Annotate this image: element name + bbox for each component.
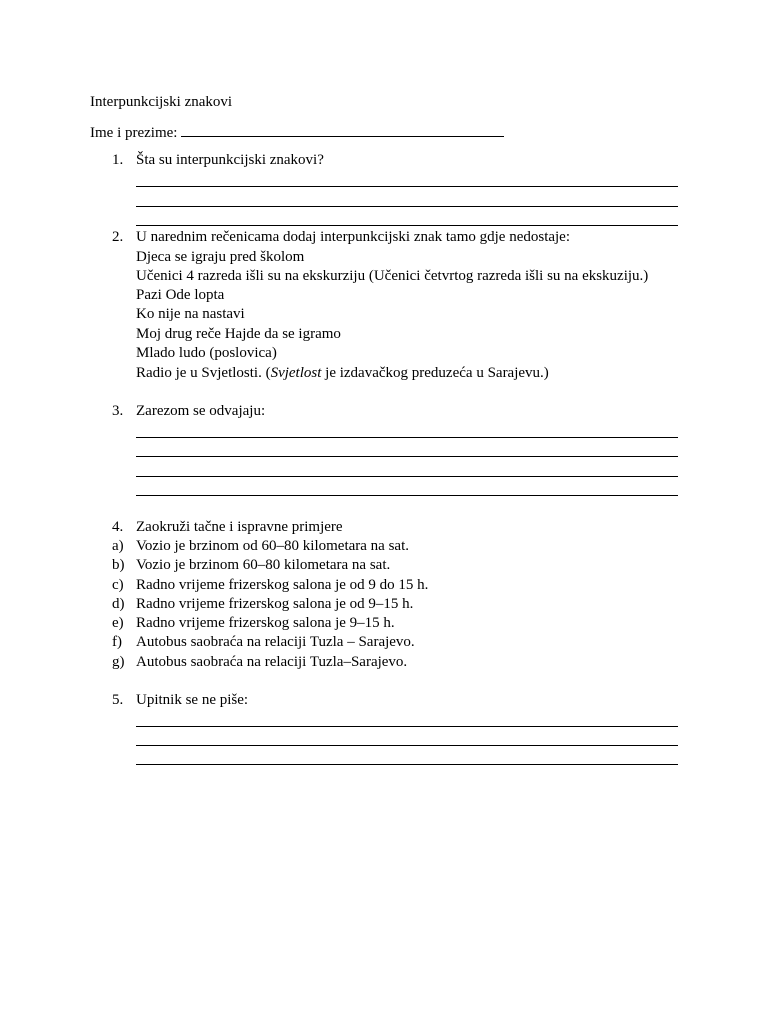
q4-option-text[interactable]: Autobus saobraća na relaciji Tuzla–Sarajevo. xyxy=(136,654,408,670)
q4-option-letter: g) xyxy=(112,654,125,670)
q3-text: Zarezom se odvajaju: xyxy=(136,403,266,419)
q4-option-text[interactable]: Vozio je brzinom 60–80 kilometara na sat. xyxy=(136,557,391,573)
q5-number: 5. xyxy=(112,692,124,708)
q5-answer-line[interactable] xyxy=(136,745,678,746)
q1-number: 1. xyxy=(112,152,124,168)
q4-number: 4. xyxy=(112,519,124,535)
q2-sentence: Djeca se igraju pred školom xyxy=(136,249,305,265)
q1-text: Šta su interpunkcijski znakovi? xyxy=(136,152,324,168)
q5-text: Upitnik se ne piše: xyxy=(136,692,249,708)
q2-last-italic: Svjetlost xyxy=(270,365,322,381)
q4-option-text[interactable]: Radno vrijeme frizerskog salona je od 9–15 h. xyxy=(136,596,414,612)
q2-sentence-last xyxy=(136,364,549,383)
q4-option-letter: d) xyxy=(112,596,125,612)
q4-option-letter: a) xyxy=(112,538,124,554)
q3-number: 3. xyxy=(112,403,124,419)
q2-sentence: Ko nije na nastavi xyxy=(136,306,245,322)
q5-answer-line[interactable] xyxy=(136,726,678,727)
q3-answer-line[interactable] xyxy=(136,437,678,438)
q4-option-text[interactable]: Autobus saobraća na relaciji Tuzla – Sarajevo. xyxy=(136,634,415,650)
q2-text: U narednim rečenicama dodaj interpunkcijski znak tamo gdje nedostaje: xyxy=(136,229,571,245)
q2-sentence: Pazi Ode lopta xyxy=(136,287,225,303)
q4-option-letter: f) xyxy=(112,634,122,650)
q2-sentence: Mlado ludo (poslovica) xyxy=(136,345,277,361)
page-title: Interpunkcijski znakovi xyxy=(90,94,233,110)
q5-answer-line[interactable] xyxy=(136,764,678,765)
q2-number: 2. xyxy=(112,229,124,245)
q4-option-text[interactable]: Radno vrijeme frizerskog salona je 9–15 h. xyxy=(136,615,395,631)
q2-last-part-a: Radio je u Svjetlosti. ( xyxy=(136,365,271,381)
q4-option-letter: e) xyxy=(112,615,124,631)
q4-text: Zaokruži tačne i ispravne primjere xyxy=(136,519,343,535)
q1-answer-line[interactable] xyxy=(136,225,678,226)
q2-sentence: Moj drug reče Hajde da se igramo xyxy=(136,326,341,342)
q2-last-part-b: je izdavačkog preduzeća u Sarajevu.) xyxy=(321,365,549,381)
name-answer-line[interactable] xyxy=(181,122,504,137)
name-row xyxy=(90,122,504,143)
q4-option-text[interactable]: Radno vrijeme frizerskog salona je od 9 do 15 h. xyxy=(136,577,429,593)
name-label: Ime i prezime: xyxy=(90,125,178,141)
q1-answer-line[interactable] xyxy=(136,186,678,187)
q2-sentence: Učenici 4 razreda išli su na ekskurziju (Učenici četvrtog razreda išli su na ekskuziju.) xyxy=(136,268,649,284)
q3-answer-line[interactable] xyxy=(136,495,678,496)
q3-answer-line[interactable] xyxy=(136,476,678,477)
q3-answer-line[interactable] xyxy=(136,456,678,457)
q4-option-letter: c) xyxy=(112,577,124,593)
q1-answer-line[interactable] xyxy=(136,206,678,207)
q4-option-letter: b) xyxy=(112,557,125,573)
q4-option-text[interactable]: Vozio je brzinom od 60–80 kilometara na sat. xyxy=(136,538,409,554)
